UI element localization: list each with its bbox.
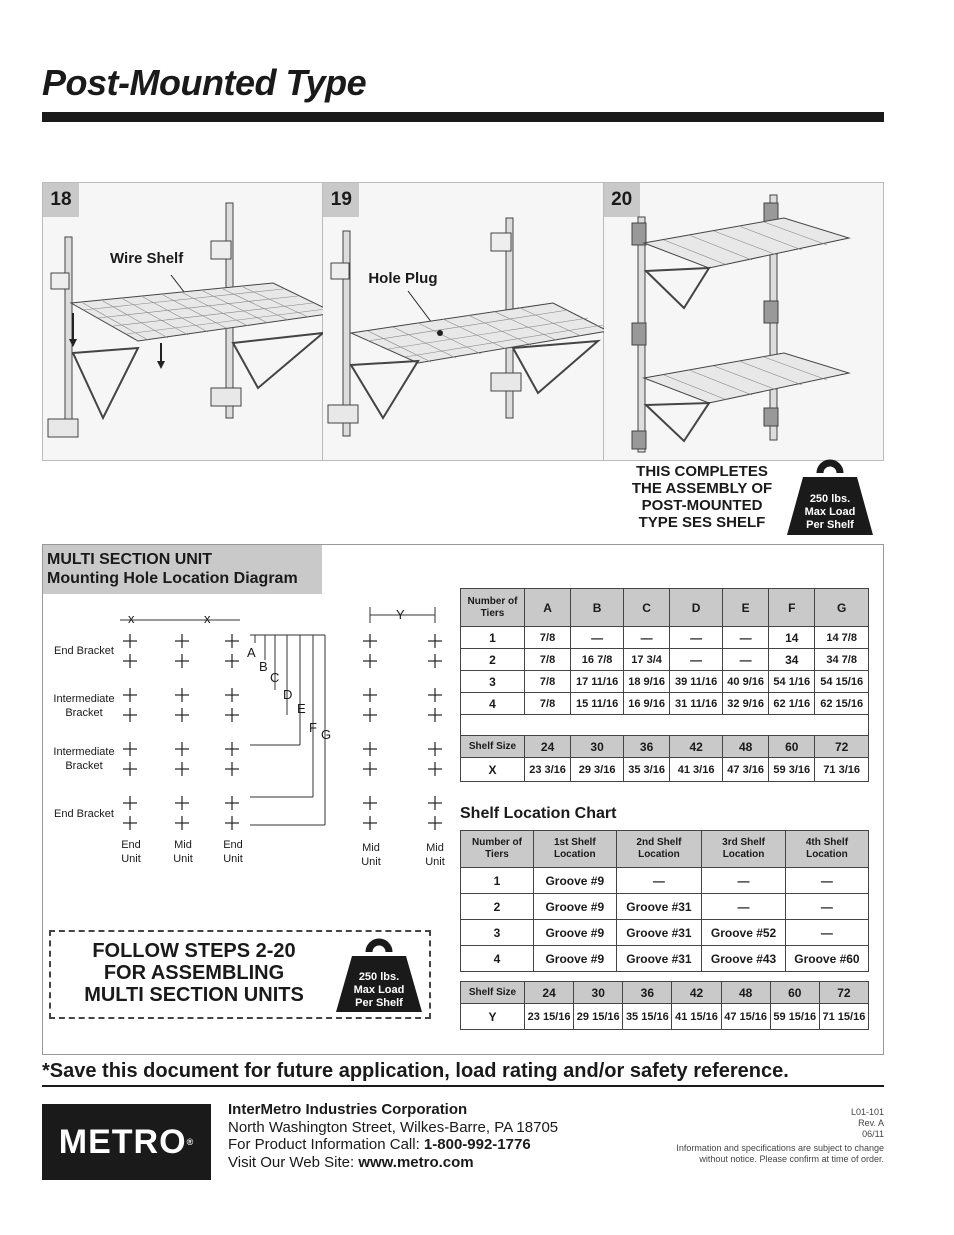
table-cell: 4 <box>461 946 534 972</box>
table-cell: 35 15/16 <box>623 1004 672 1030</box>
mounting-hole-mark <box>123 762 137 776</box>
table-cell: Groove #60 <box>785 946 868 972</box>
table-header: A <box>525 589 571 627</box>
table-header: Number of Tiers <box>461 831 534 868</box>
company-name: InterMetro Industries Corporation <box>228 1101 468 1118</box>
weight-text: Max Load <box>804 506 856 518</box>
table-header: 36 <box>623 982 672 1004</box>
mounting-hole-mark <box>428 762 442 776</box>
mounting-hole-mark <box>225 796 239 810</box>
table-cell: — <box>571 627 624 649</box>
table-cell: 2 <box>461 894 534 920</box>
mounting-hole-mark <box>175 796 189 810</box>
table-header: 1st Shelf Location <box>534 831 617 868</box>
table-cell: Groove #9 <box>534 946 617 972</box>
table-row <box>461 627 869 649</box>
mounting-hole-mark <box>428 796 442 810</box>
phone-label: For Product Information Call: <box>228 1136 424 1153</box>
table-cell: 7/8 <box>525 649 571 671</box>
table-header: Shelf Size <box>461 736 525 758</box>
table-cell: Groove #31 <box>616 920 702 946</box>
table-header: 30 <box>571 736 624 758</box>
table-cell: — <box>723 627 769 649</box>
hole-plug-callout: Hole Plug <box>368 270 438 287</box>
table-header: 72 <box>815 736 869 758</box>
metro-logo <box>42 1104 211 1180</box>
disclaimer-line: without notice. Please confirm at time of order. <box>699 1154 884 1164</box>
table-header: 36 <box>624 736 670 758</box>
table-cell: Y <box>461 1004 525 1030</box>
table-cell: — <box>702 868 786 894</box>
table-cell: 16 9/16 <box>624 693 670 715</box>
mounting-hole-mark <box>363 654 377 668</box>
table-header: 42 <box>672 982 721 1004</box>
table-header: C <box>624 589 670 627</box>
mounting-hole-mark <box>175 708 189 722</box>
save-notice: *Save this document for future application, load rating and/or safety reference. <box>42 1060 789 1082</box>
table-cell: 3 <box>461 671 525 693</box>
company-info <box>228 1101 558 1171</box>
table-cell: 4 <box>461 693 525 715</box>
disclaimer <box>600 1143 884 1165</box>
mounting-hole-mark <box>123 654 137 668</box>
follow-line: FOR ASSEMBLING <box>103 962 285 984</box>
table-cell: Groove #31 <box>616 894 702 920</box>
table-row <box>461 920 869 946</box>
table-cell: X <box>461 758 525 782</box>
weight-text: Per Shelf <box>806 519 854 531</box>
step-18-panel <box>43 183 323 460</box>
row-label: Intermediate Bracket <box>53 746 115 772</box>
table-header: 48 <box>723 736 769 758</box>
table-cell: 62 1/16 <box>769 693 815 715</box>
title-rule <box>42 112 884 122</box>
table-header-row <box>461 736 869 758</box>
completion-line: POST-MOUNTED <box>641 497 763 514</box>
mounting-hole-mark <box>428 688 442 702</box>
table-cell: 1 <box>461 627 525 649</box>
hole-plug-illustration <box>323 183 615 460</box>
table-cell: Groove #9 <box>534 894 617 920</box>
table-header: Shelf Size <box>461 982 525 1004</box>
unit-label: End Unit <box>223 839 243 865</box>
mounting-hole-mark <box>225 708 239 722</box>
table-cell: 23 15/16 <box>525 1004 574 1030</box>
mounting-hole-mark <box>175 816 189 830</box>
dim-letter: D <box>283 687 293 702</box>
table-header: F <box>769 589 815 627</box>
table-cell: 40 9/16 <box>723 671 769 693</box>
table-cell: 62 15/16 <box>815 693 869 715</box>
registered-mark: ® <box>186 1137 195 1147</box>
follow-steps-text <box>59 940 329 1006</box>
page-title: Post-Mounted Type <box>42 62 367 103</box>
table-header: 60 <box>769 736 815 758</box>
phone-line <box>228 1136 558 1154</box>
table-cell: 29 3/16 <box>571 758 624 782</box>
table-cell: — <box>785 894 868 920</box>
table-spacer-row <box>461 715 869 736</box>
table-header-row <box>461 589 869 627</box>
table-cell: — <box>670 627 723 649</box>
table-cell: 17 11/16 <box>571 671 624 693</box>
table-header: G <box>815 589 869 627</box>
mounting-hole-diagram <box>120 605 450 870</box>
mounting-hole-mark <box>175 688 189 702</box>
mounting-hole-mark <box>428 654 442 668</box>
table-header: 72 <box>819 982 868 1004</box>
mounting-hole-mark <box>123 634 137 648</box>
unit-label: Mid Unit <box>361 842 381 868</box>
mounting-hole-mark <box>363 634 377 648</box>
mounting-hole-mark <box>225 688 239 702</box>
table-cell: — <box>616 868 702 894</box>
mounting-hole-mark <box>225 634 239 648</box>
step-number: 19 <box>323 183 359 217</box>
company-address: North Washington Street, Wilkes-Barre, PA 18705 <box>228 1118 559 1136</box>
shelf-location-chart-title: Shelf Location Chart <box>460 805 617 822</box>
table-header-row <box>461 982 869 1004</box>
table-cell: 32 9/16 <box>723 693 769 715</box>
mounting-hole-mark <box>123 816 137 830</box>
hole-location-table <box>460 588 869 782</box>
table-cell: 34 7/8 <box>815 649 869 671</box>
table-cell: 71 3/16 <box>815 758 869 782</box>
mounting-hole-mark <box>428 708 442 722</box>
heading-line: MULTI SECTION UNIT <box>47 551 213 568</box>
mounting-hole-mark <box>363 708 377 722</box>
table-cell: 31 11/16 <box>670 693 723 715</box>
shelf-location-table <box>460 830 869 972</box>
step-19-panel <box>323 183 603 460</box>
table-header: 60 <box>770 982 819 1004</box>
dim-letter: F <box>309 720 317 735</box>
table-cell: 34 <box>769 649 815 671</box>
table-row <box>461 946 869 972</box>
table-cell: — <box>670 649 723 671</box>
table-cell: 2 <box>461 649 525 671</box>
table-cell: 54 1/16 <box>769 671 815 693</box>
mounting-hole-mark <box>175 762 189 776</box>
mounting-hole-mark <box>123 796 137 810</box>
doc-rev: Rev. A <box>858 1118 884 1128</box>
table-cell: Groove #9 <box>534 920 617 946</box>
table-row <box>461 1004 869 1030</box>
table-header: B <box>571 589 624 627</box>
mounting-hole-mark <box>363 816 377 830</box>
table-header: E <box>723 589 769 627</box>
table-cell: 14 <box>769 627 815 649</box>
table-cell: Groove #31 <box>616 946 702 972</box>
table-cell: 3 <box>461 920 534 946</box>
table-row <box>461 868 869 894</box>
table-cell: 7/8 <box>525 671 571 693</box>
table-cell: 71 15/16 <box>819 1004 868 1030</box>
save-rule <box>42 1085 884 1087</box>
mounting-hole-mark <box>123 688 137 702</box>
unit-label: Mid Unit <box>425 842 445 868</box>
weight-icon <box>787 459 873 535</box>
mounting-hole-mark <box>175 742 189 756</box>
row-label: Intermediate Bracket <box>53 693 115 719</box>
weight-text: 250 lbs. <box>358 971 400 983</box>
step-panels <box>42 182 884 461</box>
doc-date: 06/11 <box>862 1129 884 1139</box>
dim-x-label: x <box>128 611 135 626</box>
weight-icon <box>336 938 422 1012</box>
mounting-hole-mark <box>428 634 442 648</box>
table-header: D <box>670 589 723 627</box>
table-header: 24 <box>525 736 571 758</box>
table-cell: — <box>702 894 786 920</box>
mounting-hole-mark <box>363 762 377 776</box>
weight-text: 250 lbs. <box>809 493 851 505</box>
step-20-panel <box>604 183 883 460</box>
table-header: 30 <box>574 982 623 1004</box>
table-header: 48 <box>721 982 770 1004</box>
table-row <box>461 894 869 920</box>
document-meta <box>800 1107 884 1140</box>
follow-line: FOLLOW STEPS 2-20 <box>92 940 296 962</box>
table-cell: 18 9/16 <box>624 671 670 693</box>
dim-letter: A <box>247 645 256 660</box>
table-cell: 14 7/8 <box>815 627 869 649</box>
follow-line: MULTI SECTION UNITS <box>84 984 304 1006</box>
web-line <box>228 1154 558 1172</box>
table-cell: Groove #43 <box>702 946 786 972</box>
table-cell: 59 3/16 <box>769 758 815 782</box>
table-row <box>461 671 869 693</box>
table-cell: 29 15/16 <box>574 1004 623 1030</box>
mounting-hole-mark <box>225 742 239 756</box>
table-cell: 47 3/16 <box>723 758 769 782</box>
phone-number[interactable]: 1-800-992-1776 <box>423 1136 531 1153</box>
mounting-hole-mark <box>225 654 239 668</box>
table-cell: 17 3/4 <box>624 649 670 671</box>
mounting-hole-mark <box>225 762 239 776</box>
mounting-hole-mark <box>428 742 442 756</box>
table-header: 2nd Shelf Location <box>616 831 702 868</box>
mounting-hole-mark <box>363 742 377 756</box>
mounting-hole-mark <box>363 796 377 810</box>
table-cell: — <box>624 627 670 649</box>
table-cell: 41 3/16 <box>670 758 723 782</box>
table-cell: 7/8 <box>525 693 571 715</box>
table-cell: 1 <box>461 868 534 894</box>
table-cell: 16 7/8 <box>571 649 624 671</box>
table-header-row <box>461 831 869 868</box>
mounting-hole-mark <box>428 816 442 830</box>
table-header: 42 <box>670 736 723 758</box>
wire-shelf-illustration <box>43 183 335 460</box>
mounting-hole-mark <box>123 708 137 722</box>
unit-label: End Unit <box>121 839 141 865</box>
completed-shelf-illustration <box>604 183 858 460</box>
dim-letter: C <box>270 670 280 685</box>
dim-y-label: Y <box>396 607 405 622</box>
table-cell: 54 15/16 <box>815 671 869 693</box>
table-row <box>461 649 869 671</box>
logo-text: METRO <box>58 1122 187 1161</box>
mounting-hole-mark <box>175 654 189 668</box>
wire-shelf-callout: Wire Shelf <box>110 250 184 267</box>
table-cell: 41 15/16 <box>672 1004 721 1030</box>
unit-label: Mid Unit <box>173 839 193 865</box>
multi-section-heading <box>43 545 322 594</box>
completion-line: THIS COMPLETES <box>636 463 768 480</box>
follow-steps-box <box>49 930 431 1019</box>
mounting-hole-mark <box>175 634 189 648</box>
table-cell: 23 3/16 <box>525 758 571 782</box>
completion-line: THE ASSEMBLY OF <box>631 480 773 497</box>
table-row <box>461 693 869 715</box>
table-cell: Groove #52 <box>702 920 786 946</box>
completion-line: TYPE SES SHELF <box>638 514 766 531</box>
table-cell: 35 3/16 <box>624 758 670 782</box>
table-header: 3rd Shelf Location <box>702 831 786 868</box>
weight-text: Per Shelf <box>355 997 403 1009</box>
row-label: End Bracket <box>54 645 114 657</box>
table-cell: Groove #9 <box>534 868 617 894</box>
table-cell: 47 15/16 <box>721 1004 770 1030</box>
weight-text: Max Load <box>353 984 405 996</box>
table-cell: — <box>785 920 868 946</box>
step-number: 18 <box>43 183 79 217</box>
table-cell: 7/8 <box>525 627 571 649</box>
doc-id: L01-101 <box>850 1107 884 1117</box>
disclaimer-line: Information and specifications are subject to change <box>676 1143 884 1153</box>
table-cell: 39 11/16 <box>670 671 723 693</box>
mounting-hole-mark <box>225 816 239 830</box>
web-link[interactable]: www.metro.com <box>358 1153 474 1171</box>
table-cell: — <box>785 868 868 894</box>
dim-x-label: x <box>204 611 211 626</box>
completion-note <box>618 463 786 531</box>
shelf-size-y-table <box>460 981 869 1030</box>
step-number: 20 <box>604 183 640 217</box>
web-label: Visit Our Web Site: <box>228 1153 359 1171</box>
dim-letter: B <box>259 659 268 674</box>
dim-letter: G <box>321 727 332 742</box>
table-cell: 59 15/16 <box>770 1004 819 1030</box>
table-cell: — <box>723 649 769 671</box>
heading-line: Mounting Hole Location Diagram <box>47 570 298 587</box>
mounting-hole-mark <box>363 688 377 702</box>
table-header: 24 <box>525 982 574 1004</box>
table-row <box>461 758 869 782</box>
table-header: 4th Shelf Location <box>785 831 868 868</box>
dim-letter: E <box>297 701 306 716</box>
mounting-hole-mark <box>123 742 137 756</box>
table-cell: 15 11/16 <box>571 693 624 715</box>
row-label: End Bracket <box>54 808 114 820</box>
table-header: Number of Tiers <box>461 589 525 627</box>
